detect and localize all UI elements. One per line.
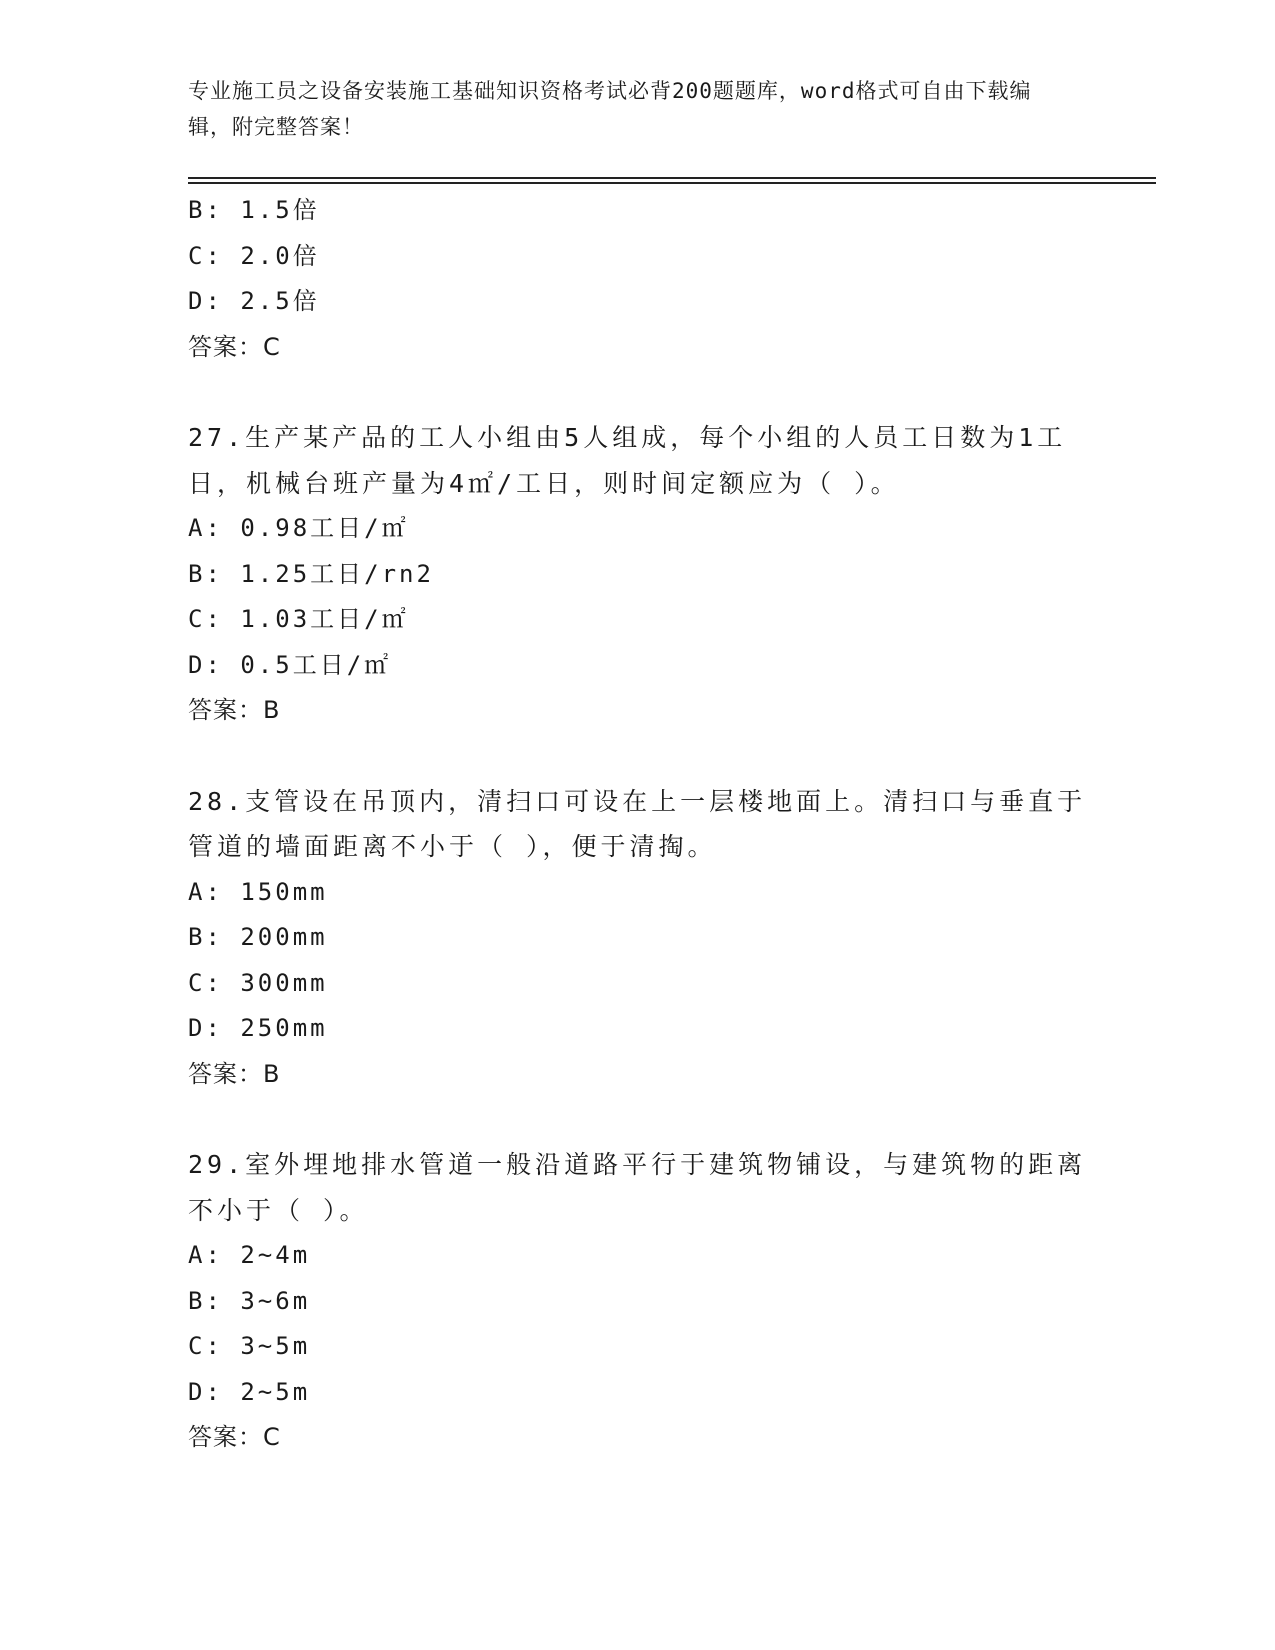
option-d: D: 2~5m (188, 1377, 311, 1406)
option-b: B: 200mm (188, 923, 328, 951)
answer: 答案：B (188, 696, 281, 724)
answer: 答案：C (188, 1423, 281, 1451)
question-text: 28.支管设在吊顶内，清扫口可设在上一层楼地面上。清扫口与垂直于管道的墙面距离不小于（ ），便于清掏。 (188, 786, 1087, 861)
document-header: 专业施工员之设备安装施工基础知识资格考试必背200题题库，word格式可自由下载编辑，附完整答案！ (188, 79, 1032, 139)
header-rule-bottom (188, 182, 1156, 184)
option-b: B: 3~6m (188, 1286, 311, 1315)
header-rule-top (188, 177, 1156, 179)
question-text: 29.室外埋地排水管道一般沿道路平行于建筑物铺设，与建筑物的距离不小于（ ）。 (188, 1150, 1087, 1225)
question-text: 27.生产某产品的工人小组由5人组成，每个小组的人员工日数为1工日，机械台班产量为4㎡/工日，则时间定额应为（ ）。 (188, 423, 1067, 498)
option-a: A: 2~4m (188, 1241, 311, 1269)
option-b: B: 1.5倍 (188, 196, 320, 224)
option-c: C: 1.03工日/㎡ (188, 605, 409, 633)
option-d: D: 250mm (188, 1014, 328, 1042)
option-a: A: 0.98工日/㎡ (188, 514, 409, 542)
option-d: D: 0.5工日/㎡ (188, 650, 392, 679)
option-a: A: 150mm (188, 877, 328, 906)
option-c: C: 3~5m (188, 1332, 311, 1360)
option-c: C: 300mm (188, 968, 328, 997)
answer: 答案：C (188, 332, 281, 361)
question-list (188, 188, 1088, 1461)
option-d: D: 2.5倍 (188, 287, 320, 315)
option-c: C: 2.0倍 (188, 241, 320, 270)
answer: 答案：B (188, 1059, 281, 1088)
option-b: B: 1.25工日/rn2 (188, 559, 434, 588)
